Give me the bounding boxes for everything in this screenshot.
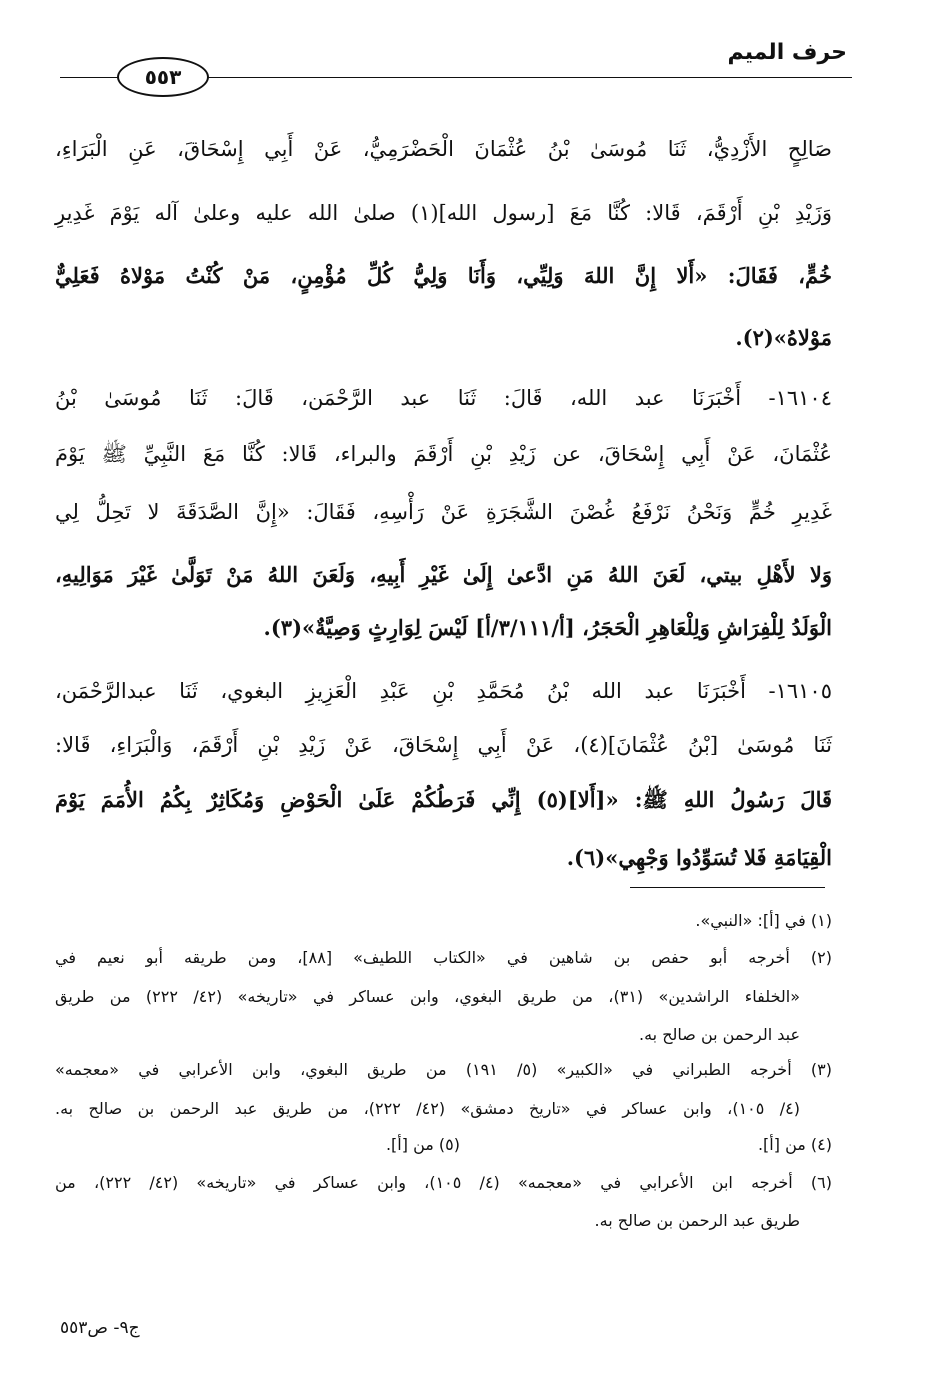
body-line: ١٦١٠٥- أَخْبَرَنَا عبد الله بْنُ مُحَمَّدِ بْنِ عَبْدِ الْعَزِيزِ البغوي، ثَنَا عبدالرَّحْمَن،: [55, 679, 832, 703]
page-number: ٥٥٣: [144, 65, 182, 89]
body-line: قَالَ رَسُولُ اللهِ ﷺ: «[أَلا](٥) إِنِّي فَرَطُكُمْ عَلَىٰ الْحَوْضِ وَمُكَاثِرٌ بِكُمُ الأُمَمَ يَوْمَ: [55, 787, 833, 812]
footnote-line: طريق عبد الرحمن بن صالح به.: [594, 1211, 800, 1230]
running-header-title: حرف الميم: [727, 40, 847, 65]
body-line: عُثْمَانَ، عَنْ أَبِي إِسْحَاقَ، عن زَيْدِ بْنِ أَرْقَمَ والبراء، قَالا: كُنَّا مَعَ النَّبِيِّ ﷺ يَوْمَ: [55, 442, 832, 466]
footnote-line: (٢) أخرجه أبو حفص بن شاهين في «الكتاب اللطيف» [٨٨]، ومن طريقه أبو نعيم في: [55, 948, 832, 967]
footnote-line: (٤) من [أ].: [757, 1135, 832, 1154]
footnote-line: (١) في [أ]: «النبي».: [695, 911, 832, 930]
body-line: ثَنَا مُوسَىٰ [بْنُ عُثْمَانَ](٤)، عَنْ أَبِي إِسْحَاقَ، عَنْ زَيْدِ بْنِ أَرْقَمَ، وَالْبَرَاءِ، قَالا:: [55, 733, 832, 757]
page-footer-reference: ج٩- ص٥٥٣: [60, 1318, 140, 1338]
body-line: خُمٍّ، فَقَالَ: «أَلا إِنَّ اللهَ وَلِيِّي، وَأَنَا وَلِيُّ كُلِّ مُؤْمِنٍ، مَنْ كُنْتُ مَوْلاهُ فَعَلِيٌّ: [55, 263, 832, 288]
footnote-separator: [630, 887, 825, 888]
body-line: غَدِيرِ خُمٍّ وَنَحْنُ نَرْفَعُ غُصْنَ الشَّجَرَةِ عَنْ رَأْسِهِ، فَقَالَ: «إِنَّ الصَّدَقَةَ لا تَحِلُّ لِي: [55, 500, 832, 524]
footnote-line: (٤/ ١٠٥)، وابن عساكر في «تاريخ دمشق» (٤٢/ ٢٢٢)، من طريق عبد الرحمن بن صالح به.: [55, 1099, 801, 1118]
footnote-line: (٣) أخرجه الطبراني في «الكبير» (٥/ ١٩١) من طريق البغوي، وابن الأعرابي في «معجمه»: [55, 1060, 832, 1079]
footnote-line: (٥) من [أ].: [385, 1135, 460, 1154]
page-number-badge: [117, 57, 209, 97]
footnote-line: (٦) أخرجه ابن الأعرابي في «معجمه» (٤/ ١٠٥)، وابن عساكر في «تاريخه» (٤٢/ ٢٢٢)، من: [55, 1173, 833, 1192]
body-line: الْقِيَامَةِ فَلا تُسَوِّدُوا وَجْهِي»(٦).: [566, 845, 832, 870]
footnote-line: عبد الرحمن بن صالح به.: [639, 1025, 800, 1044]
footnote-line: «الخلفاء الراشدين» (٣١)، من طريق البغوي، وابن عساكر في «تاريخه» (٤٢/ ٢٢٢) من طريق: [55, 987, 801, 1006]
body-line: ١٦١٠٤- أَخْبَرَنَا عبد الله، قَالَ: ثَنَا عبد الرَّحْمَن، قَالَ: ثَنَا مُوسَىٰ بْنُ: [55, 386, 832, 410]
body-line: مَوْلاهُ»(٢).: [735, 325, 832, 350]
body-line: وَزَيْدِ بْنِ أَرْقَمَ، قَالا: كُنَّا مَعَ [رسول الله](١) صلىٰ الله عليه وعلىٰ آله يَوْمَ غَدِيرِ: [55, 201, 832, 225]
body-line: الْوَلَدُ لِلْفِرَاشِ وَلِلْعَاهِرِ الْحَجَرُ، [أ/٣/١١١/أ] لَيْسَ لِوَارِثٍ وَصِيَّةٌ»(٣).: [263, 615, 832, 640]
body-line: صَالِحٍ الأَزْدِيُّ، ثَنَا مُوسَىٰ بْنُ عُثْمَانَ الْحَضْرَمِيُّ، عَنْ أَبِي إِسْحَاقَ، عَنِ الْبَرَاءِ،: [55, 137, 832, 161]
body-line: وَلا لأَهْلِ بيتي، لَعَنَ اللهُ مَنِ ادَّعىٰ إِلَىٰ غَيْرِ أَبِيهِ، وَلَعَنَ اللهُ مَنْ تَوَلَّىٰ غَيْرَ مَوَالِيهِ،: [55, 562, 832, 587]
